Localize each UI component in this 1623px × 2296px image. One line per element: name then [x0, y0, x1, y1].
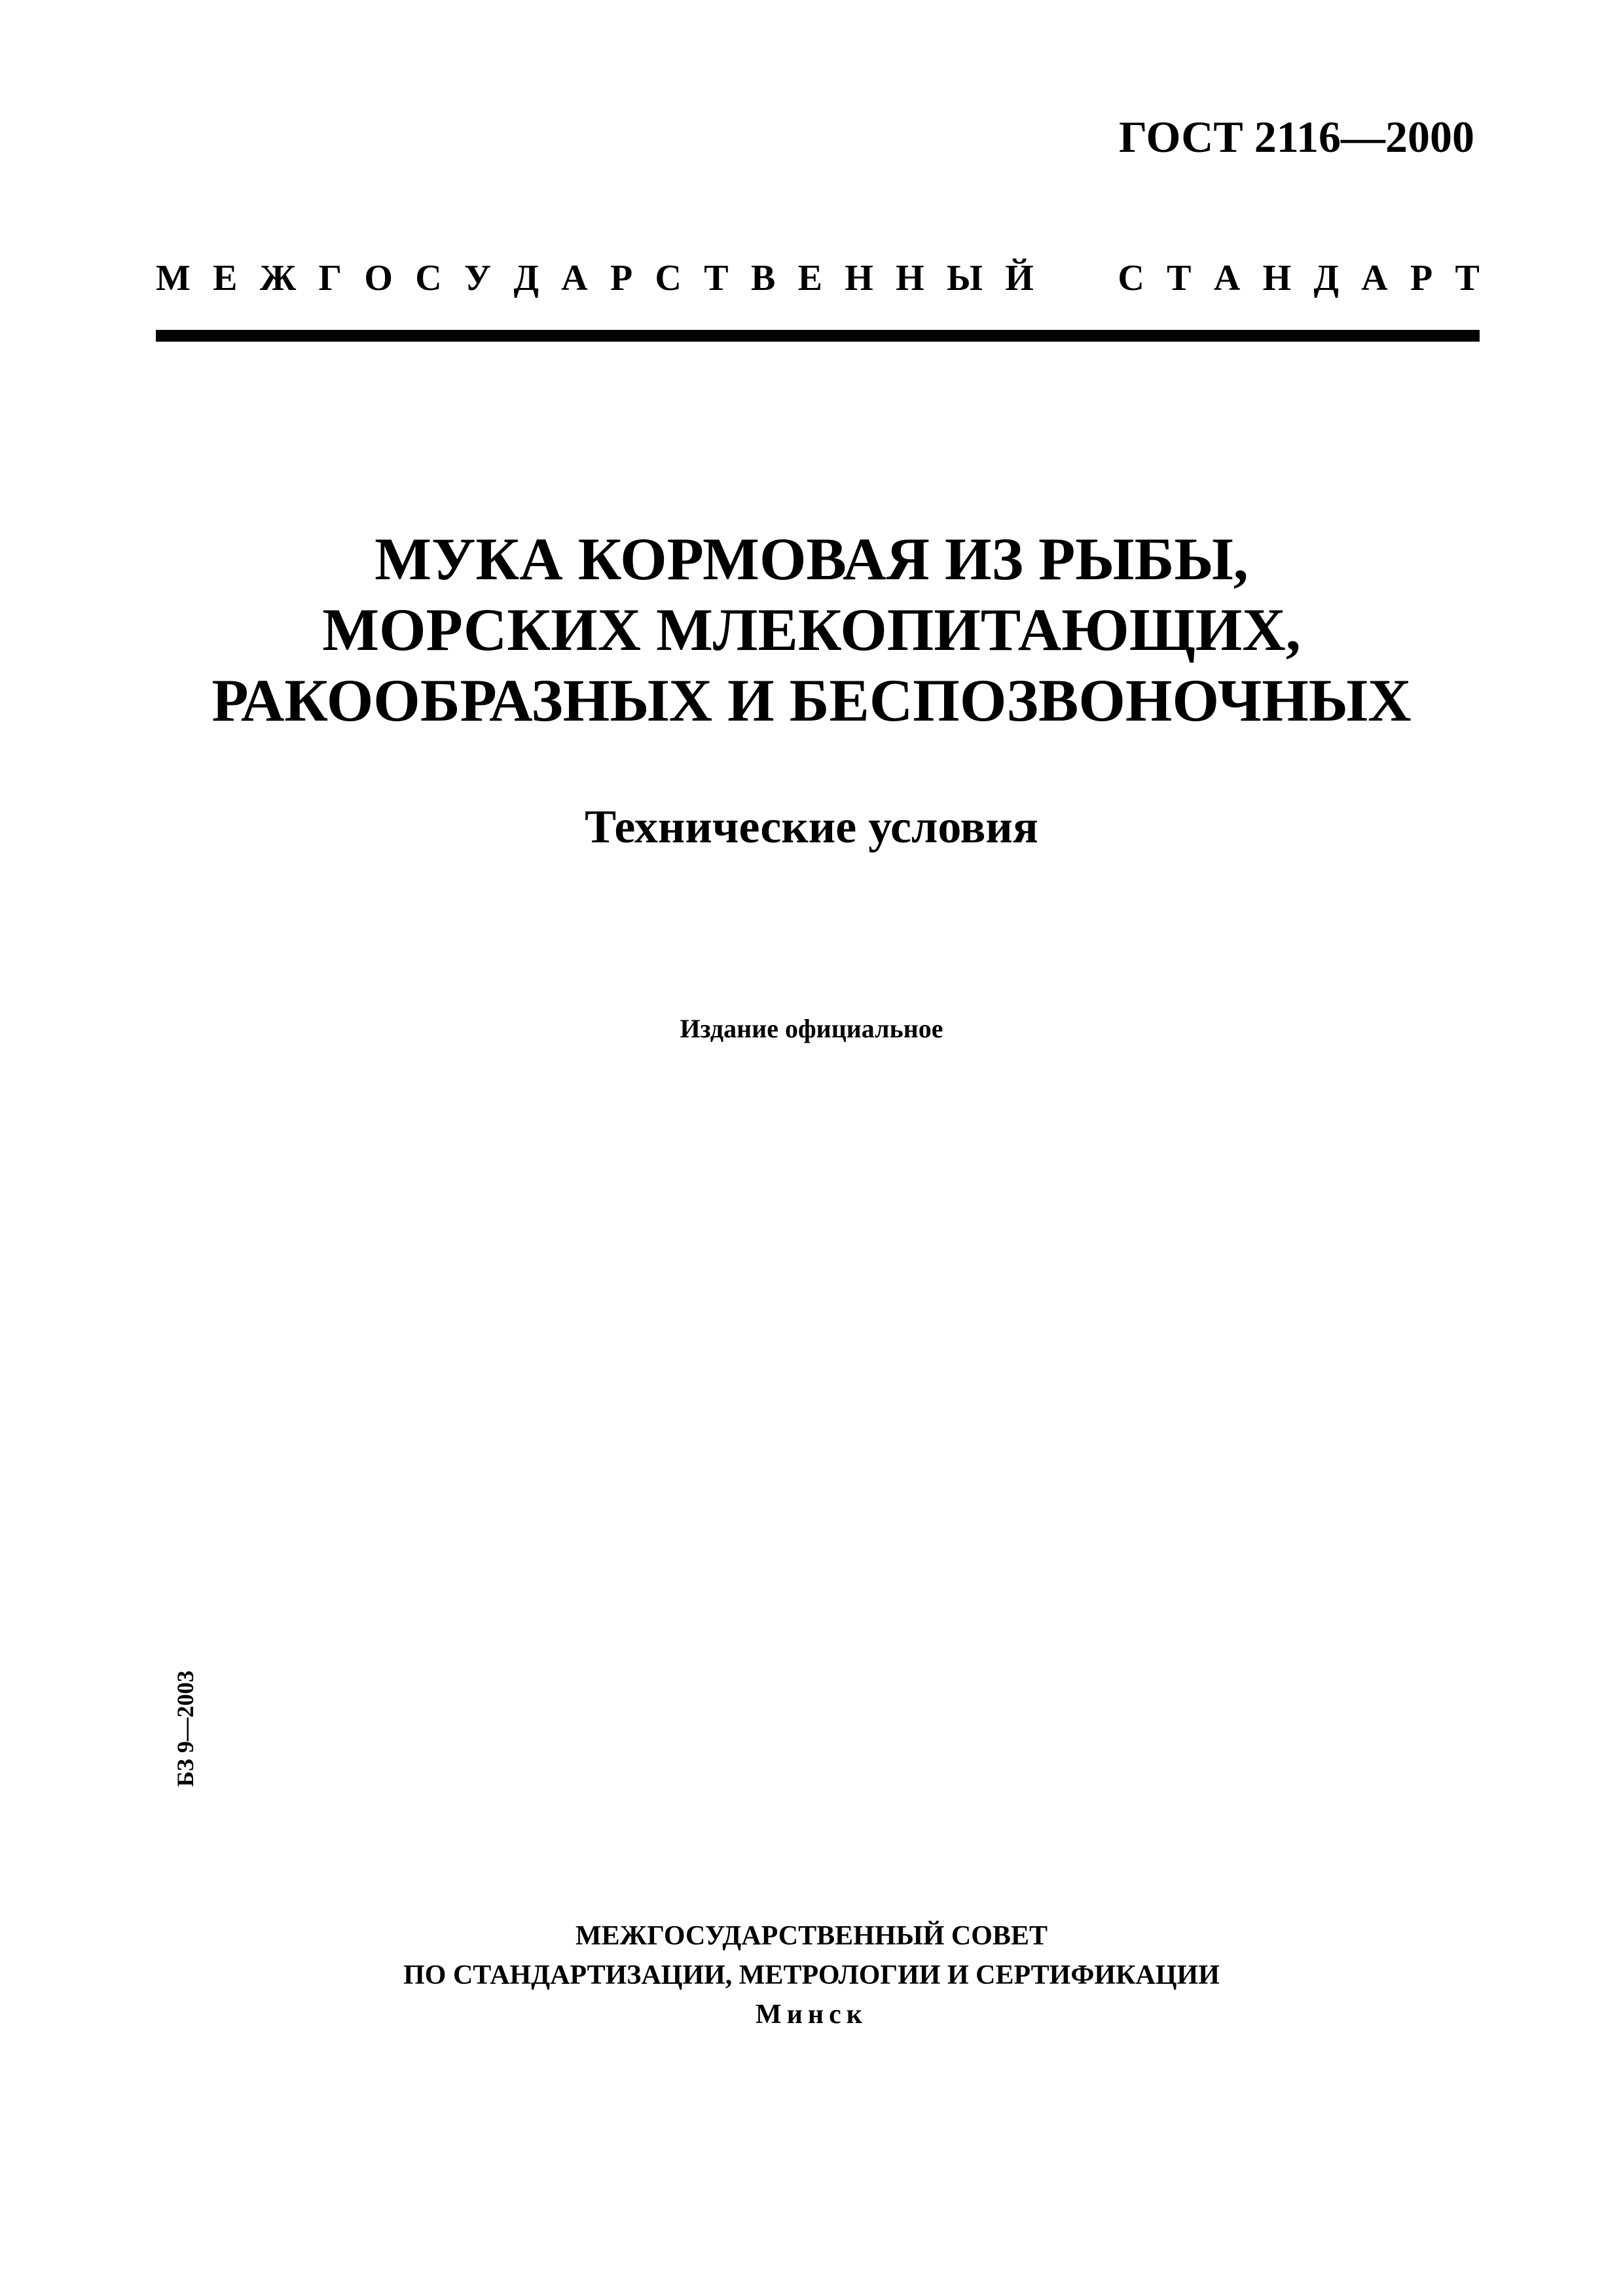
edition-note: Издание официальное — [680, 1014, 943, 1043]
publisher-block — [0, 1916, 1623, 2034]
document-number: ГОСТ 2116—2000 — [1118, 112, 1474, 162]
standard-type-word1-letter: Т — [704, 258, 729, 298]
standard-type-word2-letter: Н — [1262, 258, 1292, 298]
standard-type-word1-letter: В — [750, 258, 776, 298]
standard-type-word1-letter: М — [156, 258, 191, 298]
standard-type-word2-letter: Д — [1313, 258, 1339, 298]
title-line-1: МУКА КОРМОВАЯ ИЗ РЫБЫ, — [374, 526, 1249, 592]
standard-type-word1-letter: Н — [896, 258, 924, 298]
standard-type-word1-letter: С — [415, 258, 442, 298]
standard-type-word1-letter: А — [561, 258, 588, 298]
standard-type-word1-letter: Р — [610, 258, 633, 298]
document-subtitle: Технические условия — [585, 800, 1038, 853]
title-line-3: РАКООБРАЗНЫХ И БЕСПОЗВОНОЧНЫХ — [211, 667, 1412, 734]
standard-type-word1-letter: С — [655, 258, 682, 298]
word-gap — [1056, 257, 1095, 299]
standard-type-word2-letter: Т — [1167, 258, 1192, 298]
side-code: БЗ 9—2003 — [172, 1670, 198, 1787]
standard-type-word1-letter: Д — [513, 258, 539, 298]
standard-type-word2-letter: Т — [1455, 258, 1480, 298]
publisher-line-1: МЕЖГОСУДАРСТВЕННЫЙ СОВЕТ — [575, 1921, 1048, 1951]
standard-type-word1-letter: Н — [845, 258, 873, 298]
standard-type-word2-letter: Р — [1410, 258, 1433, 298]
publisher-line-2: ПО СТАНДАРТИЗАЦИИ, МЕТРОЛОГИИ И СЕРТИФИКАЦИИ — [403, 1960, 1220, 1990]
standard-type-heading — [156, 257, 1480, 299]
standard-type-word1-letter: Е — [213, 258, 238, 298]
standard-type-word2-letter: А — [1361, 258, 1388, 298]
standard-type-word2-letter: А — [1213, 258, 1241, 298]
title-line-2: МОРСКИХ МЛЕКОПИТАЮЩИХ, — [322, 596, 1301, 663]
standard-type-word2-letter: С — [1118, 258, 1144, 298]
standard-type-word1-letter: Й — [1005, 258, 1034, 298]
publisher-city: Минск — [756, 2000, 867, 2030]
document-title — [0, 524, 1623, 736]
standard-type-word1-letter: Г — [318, 258, 342, 298]
header-rule — [156, 330, 1480, 342]
standard-type-word1-letter: Ж — [259, 258, 297, 298]
standard-type-word1-letter: Ы — [946, 258, 983, 298]
standard-type-word1-letter: О — [364, 258, 393, 298]
standard-type-word1-letter: У — [464, 258, 492, 298]
standard-type-word1-letter: Е — [797, 258, 822, 298]
